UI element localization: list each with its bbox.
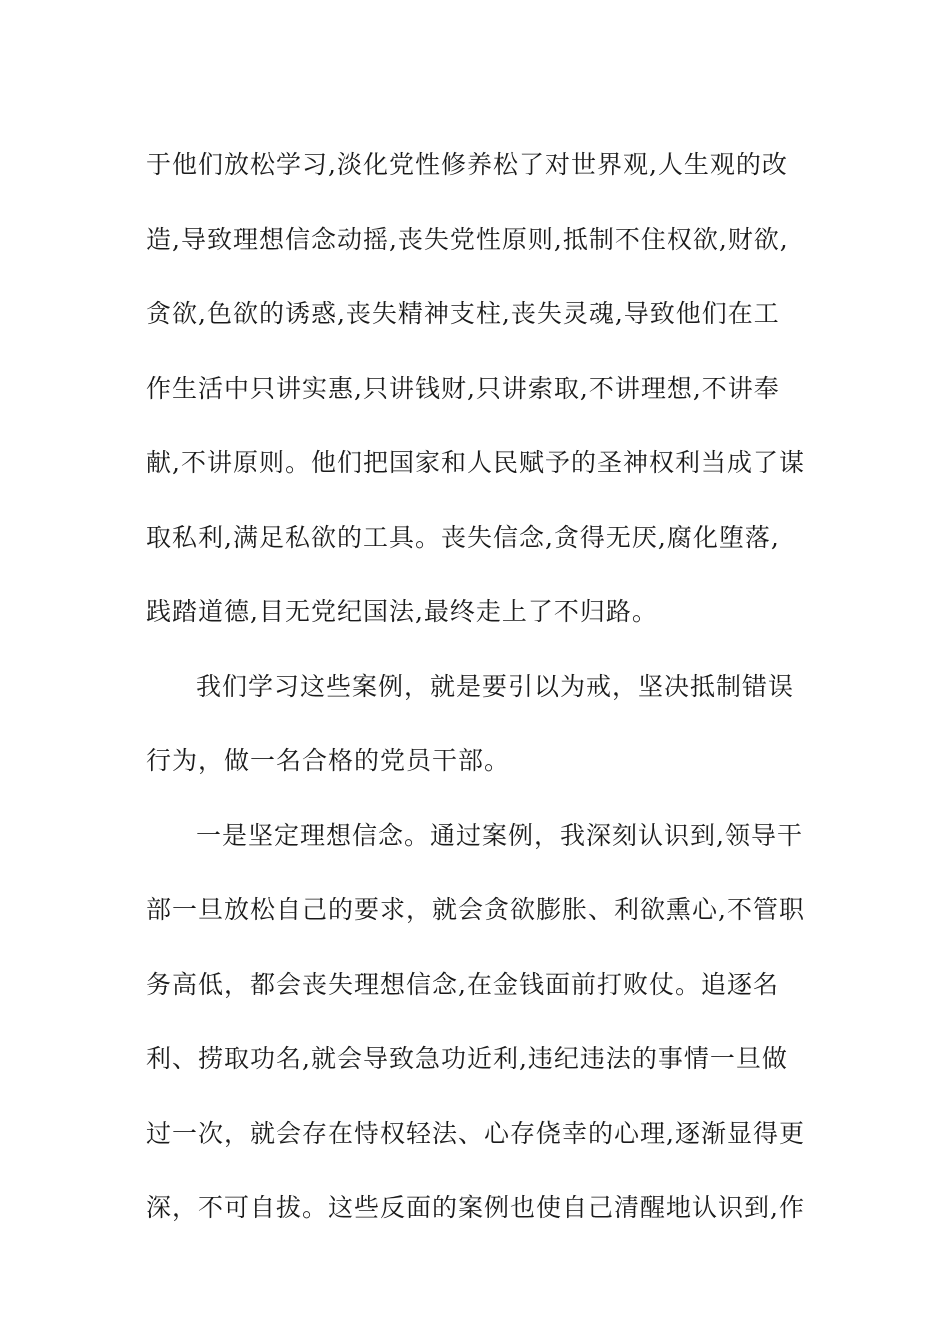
- text-line: 献,不讲原则。他们把国家和人民赋予的圣神权利当成了谋: [146, 448, 805, 477]
- body-text: [146, 128, 806, 1246]
- paragraph-start-line: 我们学习这些案例，就是要引以为戒，坚决抵制错误: [196, 671, 795, 701]
- text-line: 务高低，都会丧失理想信念,在金钱面前打败仗。追逐名: [146, 969, 779, 999]
- text-line: 作生活中只讲实惠,只讲钱财,只讲索取,不讲理想,不讲奉: [146, 373, 780, 403]
- text-line: 行为，做一名合格的党员干部。: [146, 746, 511, 775]
- text-line: 造,导致理想信念动摇,丧失党性原则,抵制不住权欲,财欲,: [146, 224, 789, 254]
- text-line: 贪欲,色欲的诱惑,丧失精神支柱,丧失灵魂,导致他们在工: [146, 299, 780, 328]
- text-line: 践踏道德,目无党纪国法,最终走上了不归路。: [146, 597, 658, 626]
- text-line: 利、捞取功名,就会导致急功近利,违纪违法的事情一旦做: [146, 1044, 788, 1073]
- text-line: 于他们放松学习,淡化党性修养松了对世界观,人生观的改: [146, 150, 788, 179]
- text-line: 取私利,满足私欲的工具。丧失信念,贪得无厌,腐化堕落,: [146, 522, 780, 552]
- text-line: 部一旦放松自己的要求，就会贪欲膨胀、利欲熏心,不管职: [146, 895, 805, 924]
- paragraph-start-line: 一是坚定理想信念。通过案例，我深刻认识到,领导干: [196, 820, 803, 850]
- text-line: 过一次，就会存在恃权轻法、心存侥幸的心理,逐渐显得更: [146, 1118, 805, 1148]
- text-line: 深，不可自拔。这些反面的案例也使自己清醒地认识到,作: [146, 1193, 805, 1222]
